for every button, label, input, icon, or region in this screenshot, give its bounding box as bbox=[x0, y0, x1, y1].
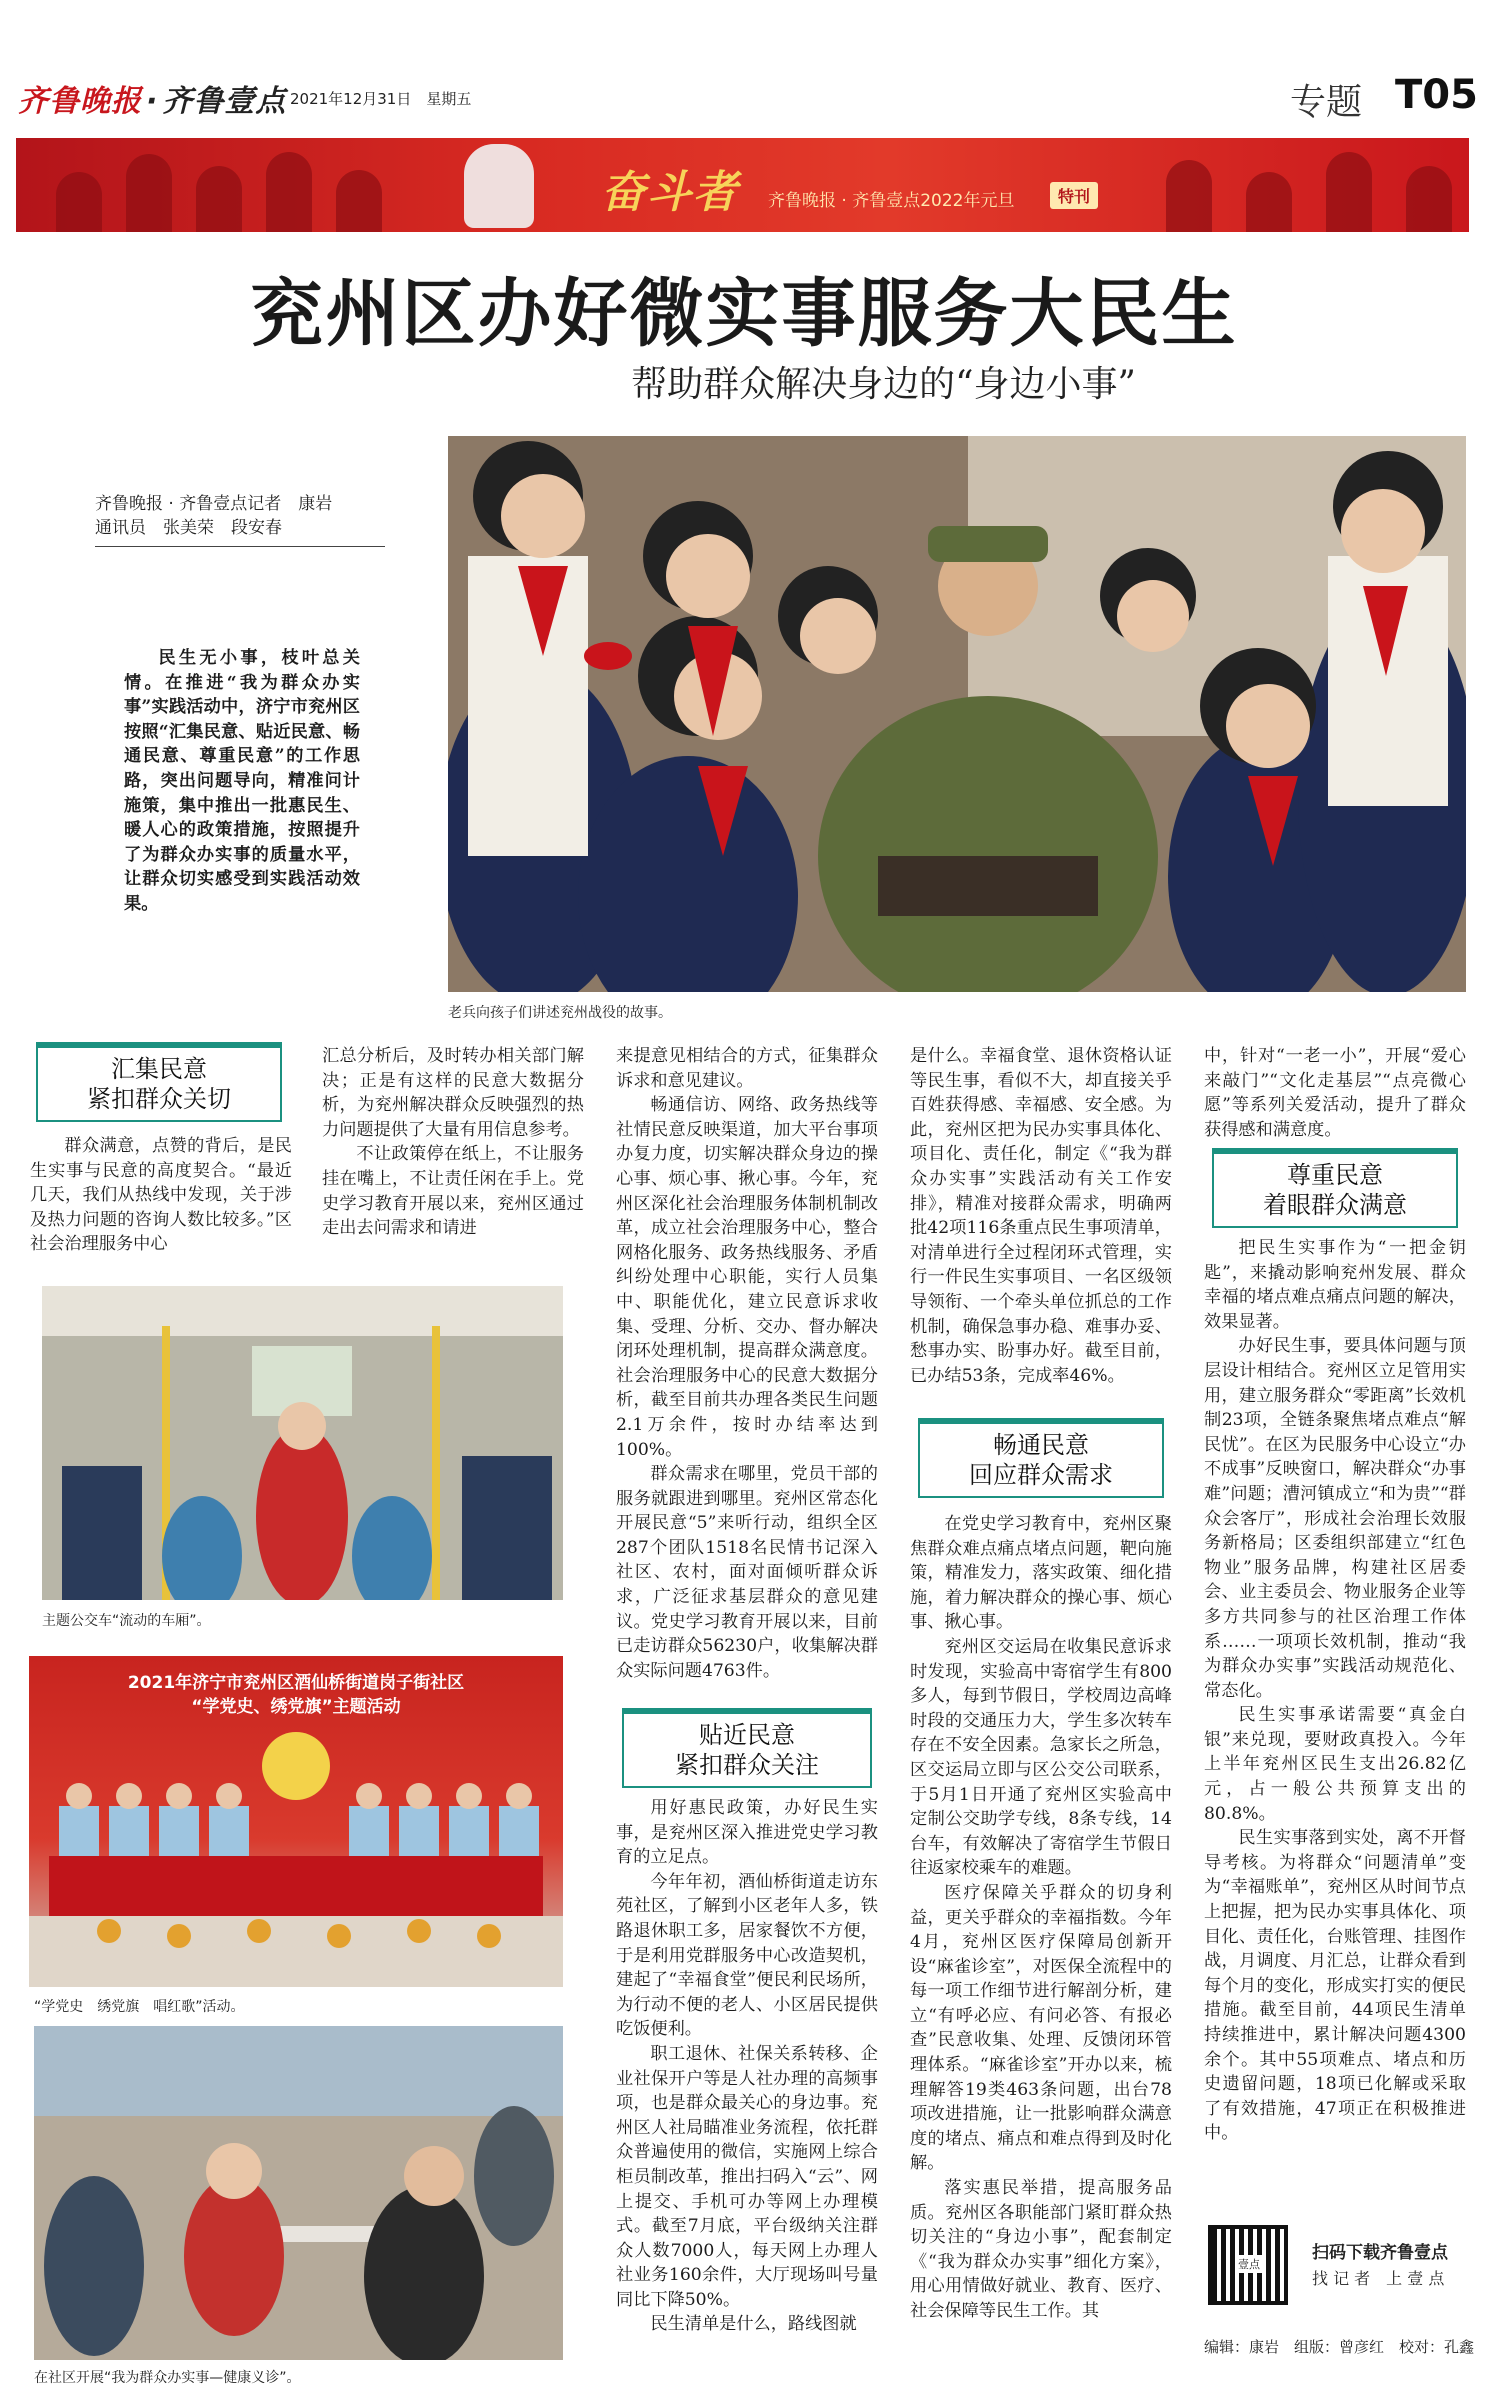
paragraph: 畅通信访、网络、政务热线等社情民意反映渠道，加大平台事项办复力度，切实解决群众身边的操心事、烦心事、揪心事。今年，兖州区深化社会治理服务体制机制改革，成立社会治理服务中心，整合网格化服务、政务热线服务、矛盾纠纷处理中心职能，实行人员集中、职能优化，建立民意诉求收集、受理、分析、交办、督办解决闭环处理机制，提高群众满意度。社会治理服务中心的民意大数据分析，截至目前共办理各类民生问题2.1万余件，按时办结率达到100%。 bbox=[616, 1095, 878, 1460]
headline: 兖州区办好微实事服务大民生 bbox=[249, 271, 1238, 357]
paragraph: 兖州区交运局在收集民意诉求时发现，实验高中寄宿学生有800多人，每到节假日，学校周边高峰时段的交通压力大，学生多次转车存在不安全因素。急家长之所急，区交运局立即与区公交公司联系，于5月1日开通了兖州区实验高中定制公交助学专线，8条专线，14台车，有效解决了寄宿学生节假日往返家校乘车的难题。 bbox=[910, 1636, 1172, 1879]
fist-icon bbox=[464, 144, 534, 228]
veteran-children-illustration bbox=[448, 436, 1466, 992]
bus-photo bbox=[42, 1286, 563, 1600]
article-column-3b bbox=[616, 1796, 878, 2337]
paragraph: 民生清单是什么，路线图就 bbox=[650, 2314, 857, 2335]
section-title: 贴近民意 bbox=[699, 1721, 795, 1749]
section-head-4 bbox=[1212, 1148, 1458, 1228]
clinic-illustration bbox=[34, 2026, 563, 2360]
photo4-caption: 在社区开展“我为群众办实事—健康义诊”。 bbox=[34, 2370, 301, 2386]
paragraph: 中，针对“一老一小”，开展“爱心来敲门”“文化走基层”“点亮微心愿”等系列关爱活动，提升了群众获得感和满意度。 bbox=[1204, 1046, 1466, 1140]
weekday-text: 星期五 bbox=[426, 90, 472, 108]
editor-credits: 编辑：康岩 组版：曾彦红 校对：孔鑫 bbox=[1204, 2338, 1475, 2356]
qr-sublabel: 找 记 者 上 壹 点 bbox=[1312, 2269, 1445, 2288]
paragraph: 用好惠民政策，办好民生实事，是兖州区深入推进党史学习教育的立足点。 bbox=[616, 1798, 878, 1868]
paragraph: 汇总分析后，及时转办相关部门解决；正是有这样的民意大数据分析，为兖州解决群众反映强烈的热力问题提供了大量有用信息参考。 bbox=[322, 1046, 584, 1140]
qr-center-label: 壹点 bbox=[1236, 2255, 1262, 2273]
paragraph: 群众需求在哪里，党员干部的服务就跟进到哪里。兖州区常态化开展民意“5”来听行动，组织全区287个团队1518名民情书记深入社区、农村，面对面倾听群众诉求，广泛征求基层群众的意见建议。党史学习教育开展以来，目前已走访群众56230户，收集解决群众实际问题4763件。 bbox=[616, 1464, 878, 1681]
main-photo bbox=[448, 436, 1466, 992]
article-column-4b bbox=[910, 1512, 1172, 2324]
issue-date bbox=[290, 88, 471, 109]
section-subtitle: 紧扣群众关注 bbox=[675, 1751, 819, 1779]
app-name: 齐鲁壹点 bbox=[162, 84, 287, 119]
paragraph: 把民生实事作为“一把金钥匙”，来撬动影响兖州发展、群众幸福的堵点难点痛点问题的解决，效果显著。 bbox=[1204, 1238, 1466, 1332]
photo2-caption: 主题公交车“流动的车厢”。 bbox=[42, 1613, 211, 1629]
lead-text: 民生无小事，枝叶总关情。在推进“我为群众办实事”实践活动中，济宁市兖州区按照“汇集民意、贴近民意、畅通民意、尊重民意”的工作思路，突出问题导向，精准问计施策，集中推出一批惠民生、暖人心的政策措施，按照提升了为群众办实事的质量水平，让群众切实感受到实践活动效果。 bbox=[124, 648, 360, 914]
paragraph: 不让政策停在纸上，不让服务挂在嘴上，不让责任闲在手上。党史学习教育开展以来，兖州区通过走出去问需求和请进 bbox=[322, 1144, 584, 1239]
section-title: 汇集民意 bbox=[111, 1055, 207, 1083]
paragraph: 来提意见相结合的方式，征集群众诉求和意见建议。 bbox=[616, 1046, 878, 1091]
paragraph: 民生实事落到实处，离不开督导考核。为将群众“问题清单”变为“幸福账单”，兖州区从时间节点上把握，把为民办实事具体化、项目化、责任化，台账管理、挂图作战，月调度、月汇总，让群众看到每个月的变化，形成实打实的便民措施。截至目前，44项民生清单持续推进中，累计解决问题4300余个。其中55项难点、堵点和历史遗留问题，18项已化解或采取了有效措施，47项正在积极推进中。 bbox=[1204, 1828, 1466, 2144]
section-subtitle: 紧扣群众关切 bbox=[87, 1085, 231, 1113]
section-head-2 bbox=[622, 1708, 872, 1788]
section-label: 专题 bbox=[1290, 82, 1363, 123]
party-activity-photo bbox=[29, 1656, 563, 1987]
date-text: 2021年12月31日 bbox=[290, 90, 412, 108]
special-banner bbox=[16, 138, 1469, 232]
health-clinic-photo bbox=[34, 2026, 563, 2360]
paper-name: 齐鲁晚报 bbox=[18, 84, 142, 119]
paragraph: 落实惠民举措，提高服务品质。兖州区各职能部门紧盯群众热切关注的“身边小事”，配套制定《“我为群众办实事”细化方案》，用心用情做好就业、教育、医疗、社会保障等民生工作。其 bbox=[910, 2178, 1172, 2321]
article-column-5 bbox=[1204, 1044, 1466, 1142]
byline-correspondents: 通讯员 张美荣 段安春 bbox=[95, 518, 282, 538]
section-head-1 bbox=[36, 1042, 282, 1122]
byline-reporter: 齐鲁晚报 · 齐鲁壹点记者 康岩 bbox=[95, 494, 333, 514]
page-number: T05 bbox=[1395, 72, 1478, 118]
photo1-caption: 老兵向孩子们讲述兖州战役的故事。 bbox=[448, 1005, 672, 1021]
paragraph: 民生实事承诺需要“真金白银”来兑现，要财政真投入。今年上半年兖州区民生支出26.82亿元，占一般公共预算支出的80.8%。 bbox=[1204, 1705, 1466, 1824]
section-title: 畅通民意 bbox=[993, 1431, 1089, 1459]
qr-code-icon[interactable] bbox=[1208, 2225, 1288, 2305]
masthead-logo: 齐鲁晚报 · 齐鲁壹点 bbox=[18, 84, 287, 119]
paragraph: 是什么。幸福食堂、退休资格认证等民生事，看似不大，却直接关乎百姓获得感、幸福感、安全感。为此，兖州区把为民办实事具体化、项目化、责任化，制定《“我为群众办实事”实践活动有关工作安排》，精准对接群众需求，明确两批42项116条重点民生事项清单，对清单进行全过程闭环式管理，实行一件民生实事项目、一名区级领导领衔、一个牵头单位抓总的工作机制，确保急事办稳、难事办妥、愁事办实、盼事办好。截至目前，已办结53条，完成率46%。 bbox=[910, 1046, 1172, 1386]
section-title: 尊重民意 bbox=[1287, 1161, 1383, 1189]
qr-label: 扫码下载齐鲁壹点 bbox=[1312, 2243, 1448, 2263]
paragraph: 医疗保障关乎群众的切身利益，更关乎群众的幸福指数。今年4月，兖州区医疗保障局创新开设“麻雀诊室”，对医保全流程中的每一项工作细节进行解剖分析，建立“有呼必应、有问必答、有报必查”民意收集、处理、反馈闭环管理体系。“麻雀诊室”开办以来，梳理解答19类463条问题，出台78项改进措施，让一批影响群众满意度的堵点、痛点和难点得到及时化解。 bbox=[910, 1882, 1172, 2174]
paragraph: 在党史学习教育中，兖州区聚焦群众难点痛点堵点问题，靶向施策，精准发力，落实政策、细化措施，着力解决群众的操心事、烦心事、揪心事。 bbox=[910, 1514, 1172, 1633]
special-issue-badge: 特刊 bbox=[1050, 182, 1098, 209]
article-column-1 bbox=[30, 1134, 292, 1257]
event-banner-line2: “学党史、绣党旗”主题活动 bbox=[191, 1697, 401, 1717]
section-subtitle: 回应群众需求 bbox=[969, 1461, 1113, 1489]
event-banner-line1: 2021年济宁市兖州区酒仙桥街道岗子街社区 bbox=[127, 1673, 465, 1693]
paragraph: 办好民生事，要具体问题与顶层设计相结合。兖州区立足管用实用，建立服务群众“零距离”长效机制23项，全链条聚焦堵点难点“解民忧”。在区为民服务中心设立“办不成事”反映窗口，解决群众“办事难”问题；漕河镇成立“和为贵”“群众会客厅”，形成社会治理长效服务新格局；区委组织部建立“红色物业”服务品牌，构建社区居委会、业主委员会、物业服务企业等多方共同参与的社区治理工作体系……一项项长效机制，推动“我为群众办实事”实践活动规范化、常态化。 bbox=[1204, 1336, 1466, 1701]
paragraph: 今年年初，酒仙桥街道走访东苑社区，了解到小区老年人多，铁路退休职工多，居家餐饮不方便，于是利用党群服务中心改造契机，建起了“幸福食堂”便民利民场所，为行动不便的老人、小区居民提供吃饭便利。 bbox=[616, 1871, 878, 2040]
article-column-5b bbox=[1204, 1236, 1466, 2146]
banner-subtitle: 齐鲁晚报 · 齐鲁壹点2022年元旦 bbox=[768, 191, 1015, 211]
section-head-3 bbox=[918, 1418, 1164, 1498]
paragraph: 群众满意，点赞的背后，是民生实事与民意的高度契合。“最近几天，我们从热线中发现，关于涉及热力问题的咨询人数比较多。”区社会治理服务中心 bbox=[30, 1136, 292, 1255]
article-column-3 bbox=[616, 1044, 878, 1683]
subheadline: 帮助群众解决身边的“身边小事” bbox=[631, 364, 1136, 405]
group-illustration bbox=[29, 1656, 563, 1987]
byline bbox=[95, 492, 332, 540]
article-column-4 bbox=[910, 1044, 1172, 1388]
banner-slogan: 奋斗者 bbox=[601, 167, 739, 218]
lead-paragraph bbox=[124, 646, 360, 917]
article-column-2 bbox=[322, 1044, 584, 1241]
photo3-caption: “学党史 绣党旗 唱红歌”活动。 bbox=[34, 1999, 245, 2015]
section-subtitle: 着眼群众满意 bbox=[1263, 1191, 1407, 1219]
bus-interior-illustration bbox=[42, 1286, 563, 1600]
paragraph: 职工退休、社保关系转移、企业社保开户等是人社办理的高频事项，也是群众最关心的身边事。兖州区人社局瞄准业务流程，依托群众普遍使用的微信，实施网上综合柜员制改革，推出扫码入“云”、网上提交、手机可办等网上办理模式。截至7月底，平台级纳关注群众人数7000人，每天网上办理人社业务160余件，大厅现场叫号量同比下降50%。 bbox=[616, 2043, 878, 2310]
divider bbox=[95, 546, 385, 547]
